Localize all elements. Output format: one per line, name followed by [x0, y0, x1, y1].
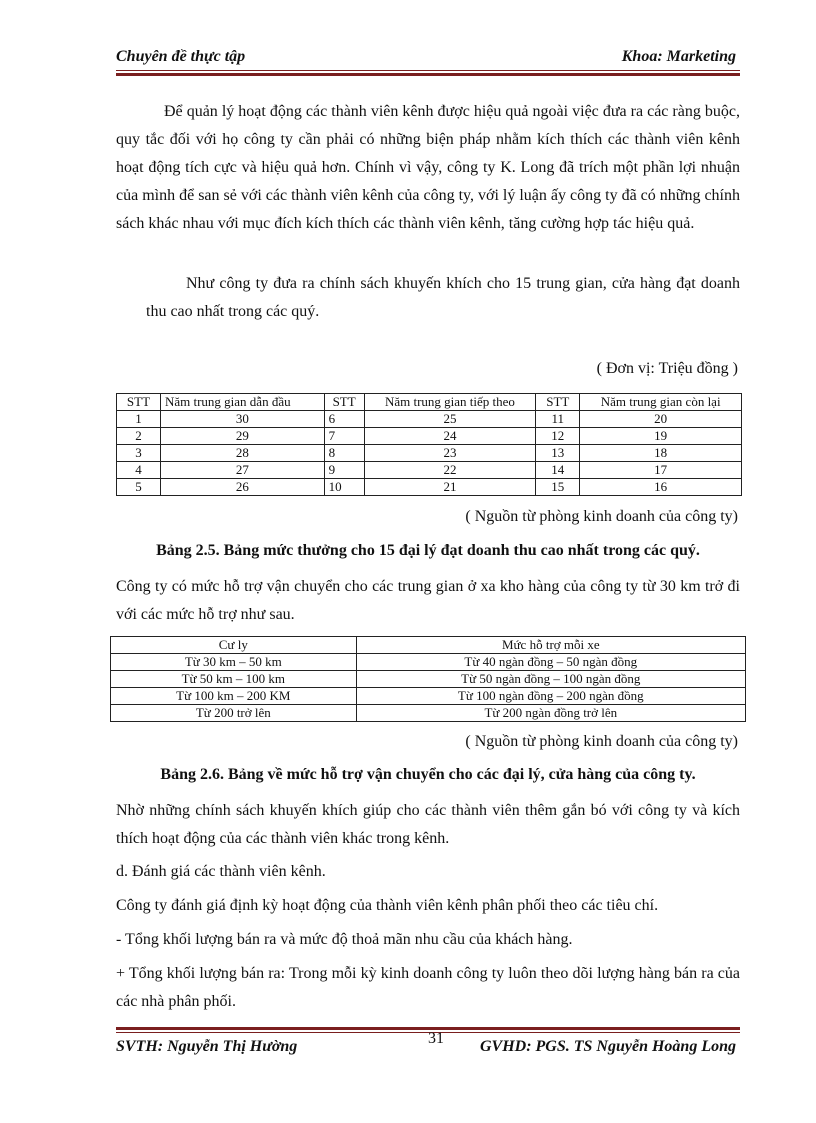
table-cell: Từ 200 trở lên: [111, 705, 357, 722]
col-header: STT: [117, 394, 161, 411]
table-cell: Từ 40 ngàn đồng – 50 ngàn đồng: [356, 654, 745, 671]
table-cell: 2: [117, 428, 161, 445]
table-cell: 15: [536, 479, 580, 496]
table-cell: 6: [324, 411, 364, 428]
header-rule-thin: [116, 70, 740, 71]
table-row: [117, 462, 742, 479]
table-cell: 13: [536, 445, 580, 462]
table-row: [111, 688, 746, 705]
table-cell: 22: [364, 462, 536, 479]
table-cell: Từ 100 km – 200 KM: [111, 688, 357, 705]
table-cell: Từ 50 ngàn đồng – 100 ngàn đồng: [356, 671, 745, 688]
table-cell: 17: [580, 462, 742, 479]
header-department: Khoa: Marketing: [621, 48, 736, 65]
table-cell: 20: [580, 411, 742, 428]
table-cell: Từ 30 km – 50 km: [111, 654, 357, 671]
table-cell: 28: [160, 445, 324, 462]
table-row: [111, 654, 746, 671]
table-cell: Từ 200 ngàn đồng trở lên: [356, 705, 745, 722]
table-cell: 25: [364, 411, 536, 428]
footer-advisor: GVHD: PGS. TS Nguyễn Hoàng Long: [479, 1038, 736, 1055]
table-cell: 21: [364, 479, 536, 496]
table-row: [111, 705, 746, 722]
table-caption: Bảng 2.6. Bảng về mức hỗ trợ vận chuyển cho các đại lý, cửa hàng của công ty.: [160, 766, 696, 783]
table-cell: 7: [324, 428, 364, 445]
col-header: STT: [324, 394, 364, 411]
table-cell: 12: [536, 428, 580, 445]
table-header-row: [117, 394, 742, 411]
col-header: Cư ly: [111, 637, 357, 654]
table-cell: 19: [580, 428, 742, 445]
table-row: [117, 428, 742, 445]
table-row: [117, 445, 742, 462]
table-unit-label: ( Đơn vị: Triệu đồng ): [596, 360, 738, 377]
table-cell: 26: [160, 479, 324, 496]
col-header: Mức hỗ trợ mỗi xe: [356, 637, 745, 654]
table-cell: 9: [324, 462, 364, 479]
paragraph-evaluation: Công ty đánh giá định kỳ hoạt động của thành viên kênh phân phối theo các tiêu chí.: [116, 897, 659, 914]
transport-support-table: [110, 636, 746, 722]
table-cell: 11: [536, 411, 580, 428]
table-cell: 24: [364, 428, 536, 445]
table-cell: Từ 100 ngàn đồng – 200 ngàn đồng: [356, 688, 745, 705]
table-cell: 14: [536, 462, 580, 479]
table-cell: Từ 50 km – 100 km: [111, 671, 357, 688]
table-cell: 8: [324, 445, 364, 462]
table-cell: 18: [580, 445, 742, 462]
paragraph-transport-support: Công ty có mức hỗ trợ vận chuyển cho các trung gian ở xa kho hàng của công ty từ 30 km trở đi với các mức hỗ trợ như sau.: [116, 578, 740, 623]
col-header: Năm trung gian dẫn đầu: [160, 394, 324, 411]
table-cell: 3: [117, 445, 161, 462]
header-rule-thick: [116, 73, 740, 76]
paragraph-incentive-policy: Như công ty đưa ra chính sách khuyến khích cho 15 trung gian, cửa hàng đạt doanh thu cao nhất trong các quý.: [146, 275, 740, 320]
table-caption: Bảng 2.5. Bảng mức thưởng cho 15 đại lý đạt doanh thu cao nhất trong các quý.: [156, 542, 700, 559]
col-header: STT: [536, 394, 580, 411]
table-cell: 10: [324, 479, 364, 496]
table-cell: 29: [160, 428, 324, 445]
table-cell: 5: [117, 479, 161, 496]
col-header: Năm trung gian còn lại: [580, 394, 742, 411]
table-source-note: ( Nguồn từ phòng kinh doanh của công ty): [465, 733, 738, 750]
table-row: [111, 671, 746, 688]
col-header: Năm trung gian tiếp theo: [364, 394, 536, 411]
table-row: [117, 479, 742, 496]
paragraph-incentive-result: Nhờ những chính sách khuyến khích giúp cho các thành viên thêm gắn bó với công ty và kích thích hoạt động của các thành viên khác trong kênh.: [116, 802, 740, 847]
table-header-row: [111, 637, 746, 654]
list-item: + Tổng khối lượng bán ra: Trong mỗi kỳ kinh doanh công ty luôn theo dõi lượng hàng bán ra của các nhà phân phối.: [116, 965, 740, 1010]
table-cell: 27: [160, 462, 324, 479]
paragraph-incentive-intro: Để quản lý hoạt động các thành viên kênh được hiệu quả ngoài việc đưa ra các ràng buộc, quy tắc đối với họ công ty cần phải có những biện pháp nhằm kích thích các thành viên kênh hoạt động tích cực và hiệu quả hơn. Chính vì vậy, công ty K. Long đã trích một phần lợi nhuận của mình để san sẻ với các thành viên kênh của công ty, với lý luận ấy công ty đã có những chính sách khác nhau với mục đích kích thích các thành viên kênh, tăng cường hợp tác hiệu quả.: [116, 103, 740, 232]
table-cell: 23: [364, 445, 536, 462]
table-source-note: ( Nguồn từ phòng kinh doanh của công ty): [465, 508, 738, 525]
table-cell: 16: [580, 479, 742, 496]
table-cell: 1: [117, 411, 161, 428]
header-title: Chuyên đề thực tập: [116, 48, 246, 65]
page-number: 31: [428, 1030, 444, 1047]
footer-student: SVTH: Nguyễn Thị Hường: [116, 1038, 298, 1055]
table-cell: 4: [117, 462, 161, 479]
list-item: - Tổng khối lượng bán ra và mức độ thoả mãn nhu cầu của khách hàng.: [116, 931, 573, 948]
table-row: [117, 411, 742, 428]
section-heading: d. Đánh giá các thành viên kênh.: [116, 863, 326, 880]
table-cell: 30: [160, 411, 324, 428]
reward-table: [116, 393, 742, 496]
